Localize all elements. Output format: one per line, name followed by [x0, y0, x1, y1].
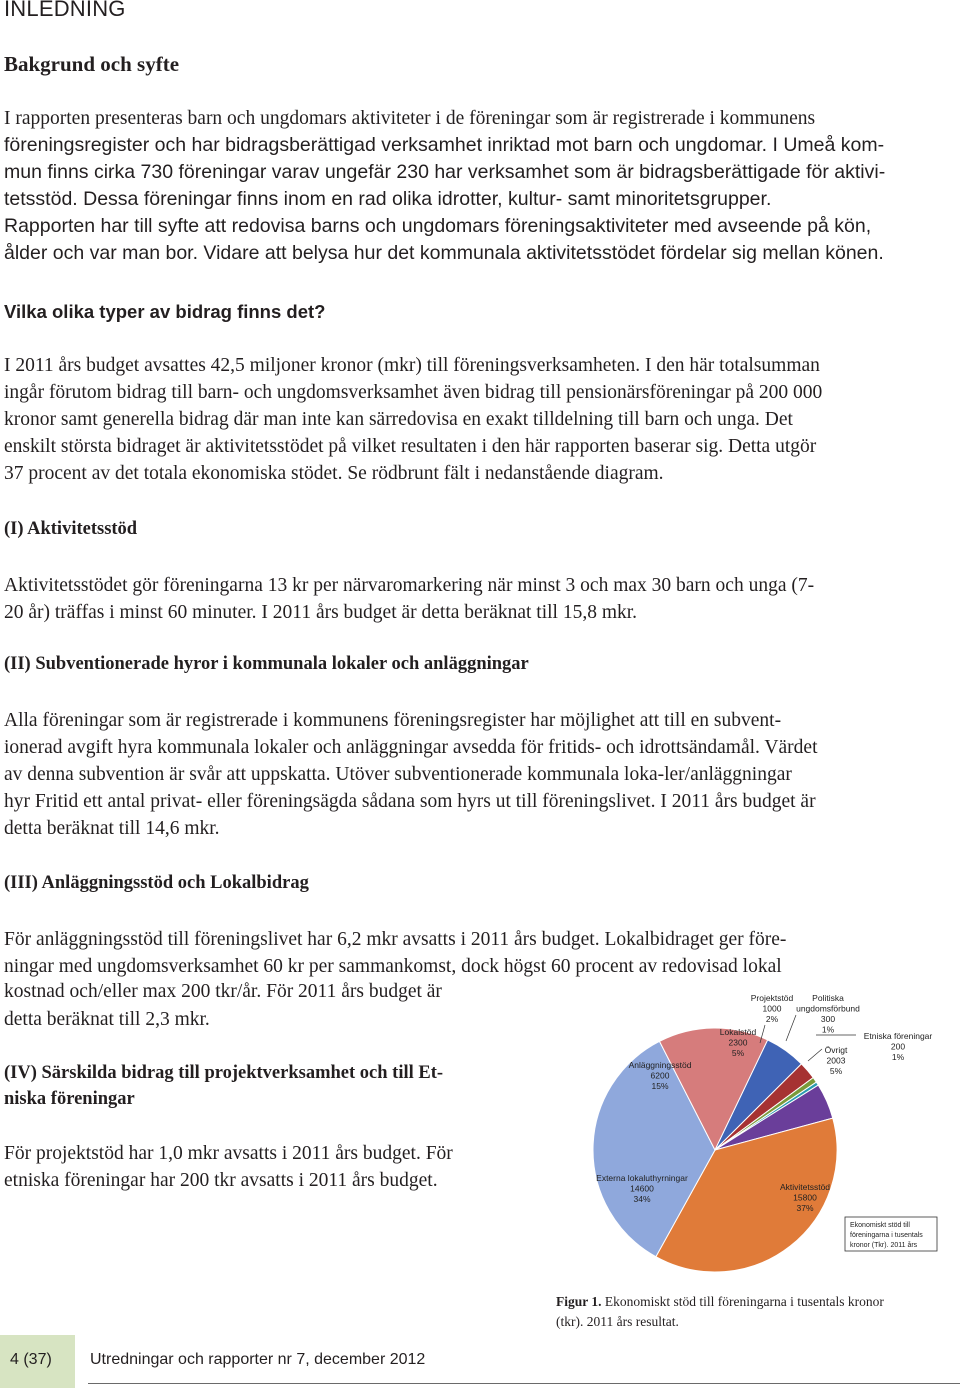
pie-chart	[560, 985, 960, 1285]
pie-label-etniska-föreningar: Etniska föreningar 200 1%	[863, 1031, 933, 1062]
section-heading: Bakgrund och syfte	[4, 52, 180, 76]
section-1-title: (I) Aktivitetsstöd	[4, 519, 138, 539]
section-3-title: (III) Anläggningsstöd och Lokalbidrag	[4, 873, 309, 893]
intro-line-5: Rapporten har till syfte att redovisa barns och ungdomars föreningsaktiviteter med avseende på kön,	[4, 215, 872, 237]
footer-publication: Utredningar och rapporter nr 7, december 2012	[90, 1351, 426, 1368]
intro-line-2: föreningsregister och har bidragsberättigad verksamhet inriktad mot barn och ungdomar. I Umeå kom-	[4, 134, 885, 156]
section-4-title-line-1: (IV) Särskilda bidrag till projektverksamhet och till Et-	[4, 1063, 444, 1083]
pie-label-anläggningsstöd: Anläggningsstöd 6200 15%	[628, 1060, 692, 1091]
intro-line-1: I rapporten presenteras barn och ungdomars aktiviteter i de föreningar som är registrerade i kommunens	[4, 108, 816, 129]
section-4-line-1: För projektstöd har 1,0 mkr avsatts i 2011 års budget. För	[4, 1143, 453, 1164]
figure-caption	[556, 1292, 896, 1332]
budget-line-3: kronor samt generella bidrag där man inte kan särredovisa en exakt tilldelning till barn och unga. Det	[4, 409, 793, 430]
chart-title-line-2: föreningarna i tusentals	[850, 1232, 923, 1239]
section-3-line-3: kostnad och/eller max 200 tkr/år. För 2011 års budget är	[4, 981, 442, 1002]
footer-rule	[88, 1383, 960, 1384]
section-2-line-3: av denna subvention är svår att uppskatta. Utöver subventionerade kommunala loka-ler/anläggningar	[4, 764, 792, 785]
intro-line-4: tetsstöd. Dessa föreningar finns inom en rad olika idrotter, kultur- samt minoritetsgrupper.	[4, 188, 772, 210]
pie-chart-svg	[560, 985, 960, 1285]
question-heading: Vilka olika typer av bidrag finns det?	[4, 301, 326, 322]
section-4-title-line-2: niska föreningar	[4, 1089, 135, 1109]
intro-line-6: ålder och var man bor. Vidare att belysa hur det kommunala aktivitetsstödet fördelar sig mellan könen.	[4, 242, 884, 264]
pie-label-projektstöd: Projektstöd 1000 2%	[750, 993, 794, 1024]
section-1-line-2: 20 år) träffas i minst 60 minuter. I 2011 års budget är detta beräknat till 15,8 mkr.	[4, 602, 638, 623]
chart-title-line-1: Ekonomiskt stöd till	[850, 1222, 910, 1229]
section-2-line-1: Alla föreningar som är registrerade i kommunens föreningsregister har möjlighet att till en subvent-	[4, 710, 782, 731]
section-2-line-2: ionerad avgift hyra kommunala lokaler och anläggningar avsedda för fritids- och idrottsändamål. Värdet	[4, 737, 818, 758]
pie-label-externa-lokaluthyrningar: Externa lokaluthyrningar 14600 34%	[596, 1173, 688, 1204]
page-heading: INLEDNING	[4, 0, 126, 21]
figure-caption-text: Ekonomiskt stöd till föreningarna i tusentals kronor (tkr). 2011 års resultat.	[556, 1294, 884, 1329]
section-3-line-1: För anläggningsstöd till föreningslivet har 6,2 mkr avsatts i 2011 års budget. Lokalbidraget ger före-	[4, 929, 787, 950]
section-4-line-2: etniska föreningar har 200 tkr avsatts i 2011 års budget.	[4, 1170, 438, 1191]
section-3-line-4: detta beräknat till 2,3 mkr.	[4, 1009, 210, 1030]
section-2-line-5: detta beräknat till 14,6 mkr.	[4, 818, 220, 839]
intro-line-3: mun finns cirka 730 föreningar varav ungefär 230 har verksamhet som är bidragsberättigade för aktivi-	[4, 161, 886, 183]
section-3-line-2: ningar med ungdomsverksamhet 60 kr per sammankomst, dock högst 60 procent av redovisad lokal	[4, 956, 782, 977]
budget-line-5: 37 procent av det totala ekonomiska stödet. Se rödbrunt fält i nedanstående diagram.	[4, 463, 664, 484]
section-1-line-1: Aktivitetsstödet gör föreningarna 13 kr per närvaromarkering när minst 3 och max 30 barn och unga (7-	[4, 575, 815, 596]
pie-label-övrigt: Övrigt 2003 5%	[824, 1045, 848, 1076]
budget-line-2: ingår förutom bidrag till barn- och ungdomsverksamhet även bidrag till pensionärsföreningar på 200 000	[4, 382, 823, 403]
pie-label-lokalstöd: Lokalstöd 2300 5%	[719, 1027, 757, 1058]
pie-leader-övrigt	[808, 1049, 822, 1061]
pie-leader-politiska-ungdomsförbund	[786, 1015, 796, 1041]
pie-label-aktivitetsstöd: Aktivitetsstöd 15800 37%	[779, 1182, 831, 1213]
budget-line-4: enskilt största bidraget är aktivitetsstödet på vilket resultaten i den här rapporten baserar sig. Detta utgör	[4, 436, 817, 457]
budget-line-1: I 2011 års budget avsattes 42,5 miljoner kronor (mkr) till föreningsverksamheten. I den här totalsumman	[4, 355, 820, 376]
chart-title-line-3: kronor (Tkr). 2011 års	[850, 1242, 918, 1249]
section-2-line-4: hyr Fritid ett antal privat- eller föreningsägda sådana som hyrs ut till föreningslivet. I 2011 års budget är	[4, 791, 816, 812]
figure-caption-label: Figur 1.	[556, 1294, 602, 1309]
section-2-title: (II) Subventionerade hyror i kommunala lokaler och anläggningar	[4, 654, 529, 674]
footer-page-number: 4 (37)	[10, 1351, 52, 1368]
pie-label-politiska-ungdomsförbund: Politiska ungdomsförbund 300 1%	[796, 993, 860, 1035]
